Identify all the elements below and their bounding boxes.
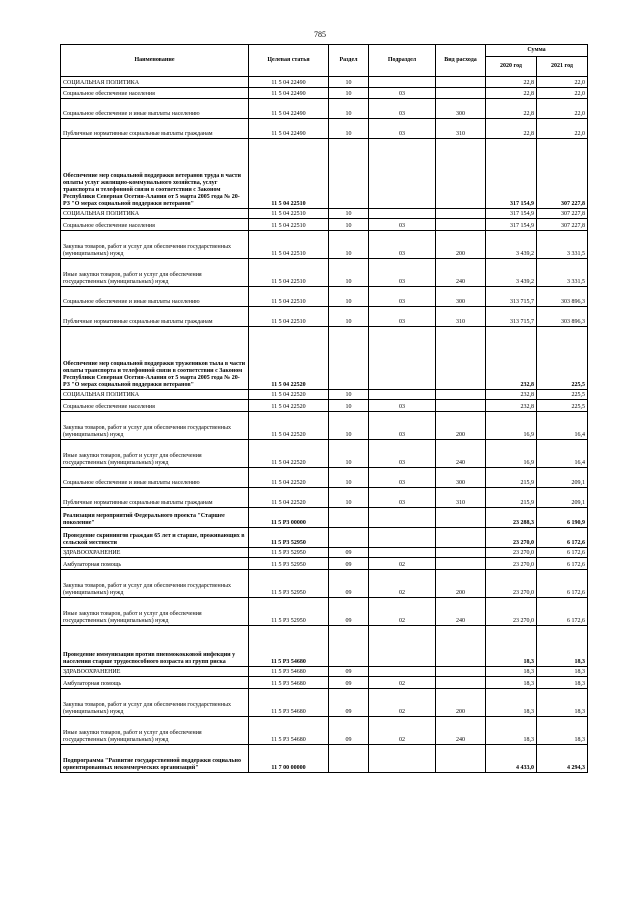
cell-expense-type xyxy=(436,508,486,528)
cell-expense-type: 240 xyxy=(436,440,486,468)
cell-target: 11 5 04 22510 xyxy=(249,139,329,209)
table-row xyxy=(61,667,588,677)
cell-2021: 6 190,9 xyxy=(537,508,588,528)
table-row xyxy=(61,209,588,219)
cell-2021: 3 331,5 xyxy=(537,259,588,287)
cell-section: 10 xyxy=(329,400,369,412)
cell-2020: 3 439,2 xyxy=(486,231,537,259)
cell-2021: 6 172,6 xyxy=(537,558,588,570)
cell-expense-type xyxy=(436,626,486,667)
cell-name: Публичные нормативные социальные выплаты гражданам xyxy=(61,119,249,139)
cell-2020: 3 439,2 xyxy=(486,259,537,287)
cell-section: 10 xyxy=(329,307,369,327)
budget-table xyxy=(60,44,588,773)
cell-subsection xyxy=(369,390,436,400)
cell-target: 11 5 P3 54680 xyxy=(249,689,329,717)
table-row xyxy=(61,88,588,99)
cell-subsection: 03 xyxy=(369,488,436,508)
cell-expense-type: 300 xyxy=(436,99,486,119)
cell-2020: 16,9 xyxy=(486,440,537,468)
cell-expense-type: 300 xyxy=(436,468,486,488)
cell-target: 11 5 04 22490 xyxy=(249,77,329,88)
cell-target: 11 5 04 22490 xyxy=(249,119,329,139)
cell-subsection: 02 xyxy=(369,570,436,598)
cell-subsection xyxy=(369,548,436,558)
cell-2020: 232,8 xyxy=(486,327,537,390)
cell-2020: 232,8 xyxy=(486,390,537,400)
cell-subsection: 02 xyxy=(369,717,436,745)
cell-subsection xyxy=(369,626,436,667)
cell-2021: 307 227,8 xyxy=(537,219,588,231)
cell-target: 11 5 P3 54680 xyxy=(249,717,329,745)
cell-subsection xyxy=(369,139,436,209)
cell-2020: 18,3 xyxy=(486,689,537,717)
cell-2021: 18,3 xyxy=(537,677,588,689)
cell-expense-type xyxy=(436,88,486,99)
header-expense-type: Вид расхода xyxy=(436,45,486,77)
cell-2021: 225,5 xyxy=(537,390,588,400)
cell-2020: 18,3 xyxy=(486,626,537,667)
cell-section: 10 xyxy=(329,99,369,119)
cell-target: 11 5 P3 54680 xyxy=(249,626,329,667)
cell-name: Закупка товаров, работ и услуг для обеспечения государственных (муниципальных) нужд xyxy=(61,412,249,440)
cell-name: Социальное обеспечение и иные выплаты населению xyxy=(61,99,249,119)
cell-subsection: 03 xyxy=(369,287,436,307)
table-row xyxy=(61,626,588,667)
cell-name: Социальное обеспечение и иные выплаты населению xyxy=(61,468,249,488)
cell-subsection: 03 xyxy=(369,88,436,99)
cell-section: 09 xyxy=(329,558,369,570)
cell-2021: 22,0 xyxy=(537,88,588,99)
header-target: Целевая статья xyxy=(249,45,329,77)
cell-expense-type: 200 xyxy=(436,231,486,259)
cell-2020: 22,8 xyxy=(486,99,537,119)
cell-name: Амбулаторная помощь xyxy=(61,558,249,570)
cell-2021: 22,0 xyxy=(537,77,588,88)
cell-2021: 303 896,3 xyxy=(537,307,588,327)
cell-section: 10 xyxy=(329,259,369,287)
cell-section: 10 xyxy=(329,119,369,139)
cell-name: Проведение иммунизации против пневмококковой инфекции у населения старше трудоспособного возраста из групп риска xyxy=(61,626,249,667)
cell-2021: 6 172,6 xyxy=(537,570,588,598)
cell-subsection xyxy=(369,508,436,528)
cell-subsection: 03 xyxy=(369,468,436,488)
cell-2020: 22,8 xyxy=(486,119,537,139)
cell-2020: 23 270,0 xyxy=(486,548,537,558)
cell-2021: 16,4 xyxy=(537,440,588,468)
cell-section: 09 xyxy=(329,667,369,677)
cell-subsection: 03 xyxy=(369,231,436,259)
cell-2021: 6 172,6 xyxy=(537,598,588,626)
cell-section: 10 xyxy=(329,88,369,99)
cell-expense-type: 200 xyxy=(436,689,486,717)
cell-subsection: 03 xyxy=(369,440,436,468)
table-row xyxy=(61,570,588,598)
cell-subsection xyxy=(369,667,436,677)
cell-target: 11 5 P3 54680 xyxy=(249,667,329,677)
cell-section: 10 xyxy=(329,231,369,259)
table-row xyxy=(61,412,588,440)
cell-name: Проведение скринингов граждан 65 лет и старше, проживающих в сельской местности xyxy=(61,528,249,548)
cell-subsection: 03 xyxy=(369,219,436,231)
cell-name: Социальное обеспечение населения xyxy=(61,219,249,231)
cell-target: 11 5 04 22490 xyxy=(249,88,329,99)
cell-name: Амбулаторная помощь xyxy=(61,677,249,689)
table-row xyxy=(61,400,588,412)
cell-2020: 215,9 xyxy=(486,468,537,488)
cell-target: 11 5 04 22520 xyxy=(249,488,329,508)
cell-section: 10 xyxy=(329,219,369,231)
header-subsection: Подраздел xyxy=(369,45,436,77)
table-row xyxy=(61,259,588,287)
cell-2020: 22,8 xyxy=(486,77,537,88)
cell-expense-type xyxy=(436,528,486,548)
table-row xyxy=(61,548,588,558)
cell-2020: 317 154,9 xyxy=(486,139,537,209)
cell-subsection xyxy=(369,209,436,219)
cell-2020: 317 154,9 xyxy=(486,209,537,219)
cell-expense-type xyxy=(436,677,486,689)
table-row xyxy=(61,528,588,548)
cell-expense-type xyxy=(436,667,486,677)
cell-section: 10 xyxy=(329,412,369,440)
cell-2021: 16,4 xyxy=(537,412,588,440)
cell-section: 10 xyxy=(329,287,369,307)
cell-subsection: 03 xyxy=(369,259,436,287)
table-row xyxy=(61,488,588,508)
cell-2020: 18,3 xyxy=(486,677,537,689)
cell-subsection: 03 xyxy=(369,412,436,440)
cell-name: Социальное обеспечение и иные выплаты населению xyxy=(61,287,249,307)
cell-name: ЗДРАВООХРАНЕНИЕ xyxy=(61,548,249,558)
cell-target: 11 5 04 22510 xyxy=(249,219,329,231)
cell-section: 10 xyxy=(329,390,369,400)
cell-expense-type xyxy=(436,209,486,219)
cell-name: Социальное обеспечение населения xyxy=(61,400,249,412)
cell-name: Иные закупки товаров, работ и услуг для обеспечения государственных (муниципальных) нужд xyxy=(61,598,249,626)
table-row xyxy=(61,77,588,88)
cell-target: 11 5 04 22510 xyxy=(249,231,329,259)
header-name: Наименование xyxy=(61,45,249,77)
cell-name: Иные закупки товаров, работ и услуг для обеспечения государственных (муниципальных) нужд xyxy=(61,717,249,745)
cell-2021: 307 227,8 xyxy=(537,209,588,219)
cell-target: 11 5 04 22510 xyxy=(249,307,329,327)
cell-2020: 16,9 xyxy=(486,412,537,440)
cell-target: 11 5 04 22510 xyxy=(249,287,329,307)
table-row xyxy=(61,307,588,327)
cell-2020: 18,3 xyxy=(486,717,537,745)
cell-section xyxy=(329,626,369,667)
cell-section: 10 xyxy=(329,488,369,508)
cell-subsection: 02 xyxy=(369,689,436,717)
cell-expense-type: 310 xyxy=(436,488,486,508)
cell-name: СОЦИАЛЬНАЯ ПОЛИТИКА xyxy=(61,209,249,219)
cell-section: 10 xyxy=(329,468,369,488)
cell-expense-type xyxy=(436,219,486,231)
cell-name: Закупка товаров, работ и услуг для обеспечения государственных (муниципальных) нужд xyxy=(61,231,249,259)
cell-expense-type xyxy=(436,558,486,570)
cell-2021: 307 227,8 xyxy=(537,139,588,209)
table-row xyxy=(61,219,588,231)
header-section: Раздел xyxy=(329,45,369,77)
cell-section: 09 xyxy=(329,717,369,745)
cell-2021: 303 896,3 xyxy=(537,287,588,307)
cell-section xyxy=(329,528,369,548)
cell-section xyxy=(329,745,369,773)
cell-2021: 18,3 xyxy=(537,667,588,677)
table-row xyxy=(61,287,588,307)
cell-2020: 22,8 xyxy=(486,88,537,99)
cell-expense-type: 310 xyxy=(436,307,486,327)
header-2021: 2021 год xyxy=(537,57,588,77)
cell-2020: 232,8 xyxy=(486,400,537,412)
cell-subsection: 02 xyxy=(369,558,436,570)
cell-subsection: 02 xyxy=(369,598,436,626)
cell-section: 10 xyxy=(329,440,369,468)
cell-subsection xyxy=(369,745,436,773)
table-row xyxy=(61,390,588,400)
cell-section: 10 xyxy=(329,77,369,88)
cell-section: 09 xyxy=(329,548,369,558)
cell-2021: 4 294,3 xyxy=(537,745,588,773)
header-sum: Сумма xyxy=(486,45,588,57)
cell-2021: 209,1 xyxy=(537,468,588,488)
cell-subsection: 02 xyxy=(369,677,436,689)
page-number: 785 xyxy=(314,30,326,39)
cell-target: 11 5 04 22520 xyxy=(249,468,329,488)
cell-target: 11 5 04 22520 xyxy=(249,390,329,400)
cell-2020: 4 433,0 xyxy=(486,745,537,773)
cell-2021: 22,0 xyxy=(537,119,588,139)
cell-name: Реализация мероприятий Федерального проекта "Старшее поколение" xyxy=(61,508,249,528)
cell-expense-type: 240 xyxy=(436,717,486,745)
table-row xyxy=(61,745,588,773)
cell-expense-type xyxy=(436,548,486,558)
cell-section xyxy=(329,139,369,209)
cell-target: 11 5 04 22490 xyxy=(249,99,329,119)
table-row xyxy=(61,139,588,209)
cell-2021: 6 172,6 xyxy=(537,548,588,558)
cell-2020: 23 270,0 xyxy=(486,528,537,548)
cell-target: 11 5 P3 52950 xyxy=(249,570,329,598)
cell-2021: 3 331,5 xyxy=(537,231,588,259)
cell-target: 11 5 P3 54680 xyxy=(249,677,329,689)
cell-name: Иные закупки товаров, работ и услуг для обеспечения государственных (муниципальных) нужд xyxy=(61,440,249,468)
cell-expense-type xyxy=(436,327,486,390)
cell-2021: 18,3 xyxy=(537,689,588,717)
cell-2021: 6 172,6 xyxy=(537,528,588,548)
cell-section: 09 xyxy=(329,570,369,598)
table-row xyxy=(61,558,588,570)
cell-2020: 313 715,7 xyxy=(486,287,537,307)
cell-expense-type xyxy=(436,139,486,209)
cell-target: 11 5 P3 52950 xyxy=(249,558,329,570)
cell-2021: 225,5 xyxy=(537,327,588,390)
cell-2020: 215,9 xyxy=(486,488,537,508)
cell-target: 11 5 04 22510 xyxy=(249,209,329,219)
cell-name: СОЦИАЛЬНАЯ ПОЛИТИКА xyxy=(61,77,249,88)
cell-target: 11 5 04 22520 xyxy=(249,327,329,390)
cell-expense-type: 200 xyxy=(436,570,486,598)
cell-name: Публичные нормативные социальные выплаты гражданам xyxy=(61,488,249,508)
cell-section xyxy=(329,327,369,390)
cell-expense-type: 200 xyxy=(436,412,486,440)
cell-target: 11 5 P3 52950 xyxy=(249,548,329,558)
cell-expense-type: 240 xyxy=(436,598,486,626)
cell-target: 11 5 P3 00000 xyxy=(249,508,329,528)
cell-subsection: 03 xyxy=(369,119,436,139)
cell-subsection: 03 xyxy=(369,99,436,119)
table-row xyxy=(61,99,588,119)
cell-expense-type: 310 xyxy=(436,119,486,139)
cell-section: 10 xyxy=(329,209,369,219)
cell-subsection xyxy=(369,528,436,548)
cell-subsection xyxy=(369,77,436,88)
cell-2021: 225,5 xyxy=(537,400,588,412)
table-row xyxy=(61,689,588,717)
table-row xyxy=(61,119,588,139)
cell-expense-type xyxy=(436,77,486,88)
cell-target: 11 5 04 22520 xyxy=(249,412,329,440)
cell-2021: 209,1 xyxy=(537,488,588,508)
table-row xyxy=(61,598,588,626)
cell-target: 11 7 00 00000 xyxy=(249,745,329,773)
cell-name: Обеспечение мер социальной поддержки ветеранов труда в части оплаты услуг жилищно-коммунального хозяйства, услуг транспорта и телефонной связи в соответствии с Законом Республики Северная Осетия-Алания от 5 марта 2005 года № 20- РЗ "О мерах социальной поддержки ветеранов" xyxy=(61,139,249,209)
cell-section: 09 xyxy=(329,677,369,689)
cell-target: 11 5 04 22510 xyxy=(249,259,329,287)
cell-2020: 18,3 xyxy=(486,667,537,677)
cell-2021: 18,3 xyxy=(537,717,588,745)
cell-2020: 23 270,0 xyxy=(486,598,537,626)
cell-name: Публичные нормативные социальные выплаты гражданам xyxy=(61,307,249,327)
table-row xyxy=(61,327,588,390)
cell-expense-type: 240 xyxy=(436,259,486,287)
cell-section: 09 xyxy=(329,689,369,717)
cell-subsection xyxy=(369,327,436,390)
table-row xyxy=(61,677,588,689)
cell-2020: 317 154,9 xyxy=(486,219,537,231)
table-row xyxy=(61,231,588,259)
cell-2020: 23 270,0 xyxy=(486,558,537,570)
cell-name: ЗДРАВООХРАНЕНИЕ xyxy=(61,667,249,677)
cell-target: 11 5 04 22520 xyxy=(249,440,329,468)
cell-name: Иные закупки товаров, работ и услуг для обеспечения государственных (муниципальных) нужд xyxy=(61,259,249,287)
cell-name: Закупка товаров, работ и услуг для обеспечения государственных (муниципальных) нужд xyxy=(61,689,249,717)
cell-name: Обеспечение мер социальной поддержки тружеников тыла в части оплаты транспорта и телефонной связи в соответствии с Законом Республики Северная Осетия-Алания от 5 марта 2005 года № 20-РЗ "О мерах социальной поддержки ветеранов" xyxy=(61,327,249,390)
cell-expense-type xyxy=(436,745,486,773)
cell-name: СОЦИАЛЬНАЯ ПОЛИТИКА xyxy=(61,390,249,400)
table-row xyxy=(61,468,588,488)
cell-2020: 23 288,3 xyxy=(486,508,537,528)
cell-subsection: 03 xyxy=(369,307,436,327)
cell-name: Закупка товаров, работ и услуг для обеспечения государственных (муниципальных) нужд xyxy=(61,570,249,598)
cell-target: 11 5 04 22520 xyxy=(249,400,329,412)
table-row xyxy=(61,508,588,528)
cell-expense-type xyxy=(436,400,486,412)
cell-expense-type: 300 xyxy=(436,287,486,307)
cell-section: 09 xyxy=(329,598,369,626)
cell-section xyxy=(329,508,369,528)
cell-name: Подпрограмма "Развитие государственной поддержки социально ориентированных некоммерческих организаций" xyxy=(61,745,249,773)
cell-name: Социальное обеспечение населения xyxy=(61,88,249,99)
cell-2020: 313 715,7 xyxy=(486,307,537,327)
table-row xyxy=(61,717,588,745)
cell-2021: 18,3 xyxy=(537,626,588,667)
cell-expense-type xyxy=(436,390,486,400)
cell-target: 11 5 P3 52950 xyxy=(249,598,329,626)
cell-subsection: 03 xyxy=(369,400,436,412)
table-row xyxy=(61,440,588,468)
header-2020: 2020 год xyxy=(486,57,537,77)
cell-2020: 23 270,0 xyxy=(486,570,537,598)
cell-2021: 22,0 xyxy=(537,99,588,119)
cell-target: 11 5 P3 52950 xyxy=(249,528,329,548)
